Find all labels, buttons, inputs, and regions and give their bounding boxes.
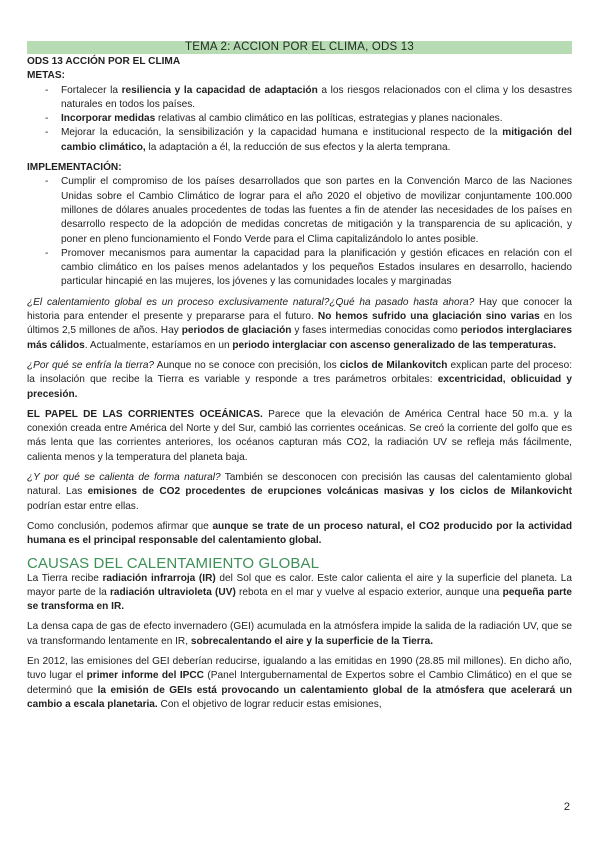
paragraph-ipcc: En 2012, las emisiones del GEI deberían reducirse, igualando a las emitidas en 1990 (28.85 mil millones). En dicho año, tuvo lugar el primer informe del IPCC (Panel Intergubernamental de Expertos sobre el Cambio Climático) en el que se determinó que la emisión de GEIs está provocando un calentamiento global de la atmósfera que acelerará un cambio a escala planetaria. Con el objetivo de lograr reducir estas emisiones, — [27, 655, 572, 710]
ods-heading: ODS 13 ACCIÓN POR EL CLIMA — [27, 56, 181, 67]
page-number: 2 — [563, 801, 570, 813]
paragraph-radiation: La Tierra recibe radiación infrarroja (IR) del Sol que es calor. Este calor calienta el aire y la superficie del planeta. La mayor parte de la radiación ultravioleta (UV) rebota en el mar y vuelve al espacio exterior, aunque una pequeña parte se transforma en IR. — [27, 572, 572, 613]
paragraph-natural-warming: ¿Y por qué se calienta de forma natural? También se desconocen con precisión las causas del calentamiento global natural. Las emisiones de CO2 procedentes de erupciones volcánicas masivas y los ciclos de Milankovicht podrían estar entre ellas. — [27, 472, 573, 512]
list-item: - Promover mecanismos para aumentar la capacidad para la planificación y gestión eficaces en relación con el cambio climático en los países menos adelantados y los pequeños Estados insulares en desarrollo, haciendo particular hincapié en las mujeres, los jóvenes y las comunidades locales y marginadas — [49, 247, 572, 290]
implementacion-heading: IMPLEMENTACIÓN: — [27, 162, 122, 174]
implementacion-list — [27, 175, 572, 289]
paragraph-gei-layer: La densa capa de gas de efecto invernadero (GEI) acumulada en la atmósfera impide la salida de la radiación UV, que se va transformando lentamente en IR, sobrecalentando el aire y la superficie de la Tierra. — [27, 621, 572, 647]
list-item: - Incorporar medidas relativas al cambio climático en las políticas, estrategias y planes nacionales. — [49, 112, 572, 126]
list-item: - Mejorar la educación, la sensibilización y la capacidad humana e institucional respecto de la mitigación del cambio climático, la adaptación a él, la reducción de sus efectos y la alerta temprana. — [49, 126, 572, 155]
paragraph-cooling: ¿Por qué se enfría la tierra? Aunque no se conoce con precisión, los ciclos de Milankovitch explican parte del proceso: la insolación que recibe la Tierra es variable y responde a tres parámetros orbitales: excentricidad, oblicuidad y precesión. — [27, 359, 573, 400]
list-item: - Fortalecer la resiliencia y la capacidad de adaptación a los riesgos relacionados con el clima y los desastres naturales en todos los países. — [49, 84, 572, 113]
paragraph-natural-process: ¿El calentamiento global es un proceso exclusivamente natural?¿Qué ha pasado hasta ahora? Hay que conocer la historia para entender el presente y prepararse para el futuro. No hemos sufrido una glaciación sino varias en los últimos 2,5 millones de años. Hay periodos de glaciación y fases intermedias conocidas como periodos interglaciares más cálidos. Actualmente, estaríamos en un periodo interglaciar con ascenso generalizado de las temperaturas. — [27, 296, 572, 351]
document-body — [27, 55, 572, 712]
page-banner-title: TEMA 2: ACCION POR EL CLIMA, ODS 13 — [27, 41, 572, 54]
metas-list — [27, 84, 572, 155]
section-title-causas: CAUSAS DEL CALENTAMIENTO GLOBAL — [27, 554, 320, 572]
paragraph-conclusion: Como conclusión, podemos afirmar que aunque se trate de un proceso natural, el CO2 producido por la actividad humana es el principal responsable del calentamiento global. — [27, 520, 572, 547]
metas-heading: METAS: — [27, 70, 65, 82]
list-item: - Cumplir el compromiso de los países desarrollados que son partes en la Convención Marco de las Naciones Unidas sobre el Cambio Climático de lograr para el año 2020 el objetivo de movilizar conjuntamente 100.000 millones de dólares anuales procedentes de todas las fuentes a fin de atender las necesidades de los países en desarrollo respecto de la adopción de medidas concretas de mitigación y la transparencia de su aplicación, y poner en pleno funcionamiento el Fondo Verde para el Clima capitalizándolo lo antes posible. — [49, 175, 572, 246]
paragraph-ocean-currents: EL PAPEL DE LAS CORRIENTES OCEÁNICAS. Parece que la elevación de América Central hace 50 m.a. y la conexión creada entre América del Norte y del Sur, cambió las corrientes oceánicas. Se creó la corriente del golfo que es más lenta que las corrientes anteriores, los océanos capturan más CO2, la radiación UV se refleja más fácilmente, calienta menos y la temperatura del planeta baja. — [27, 408, 572, 463]
